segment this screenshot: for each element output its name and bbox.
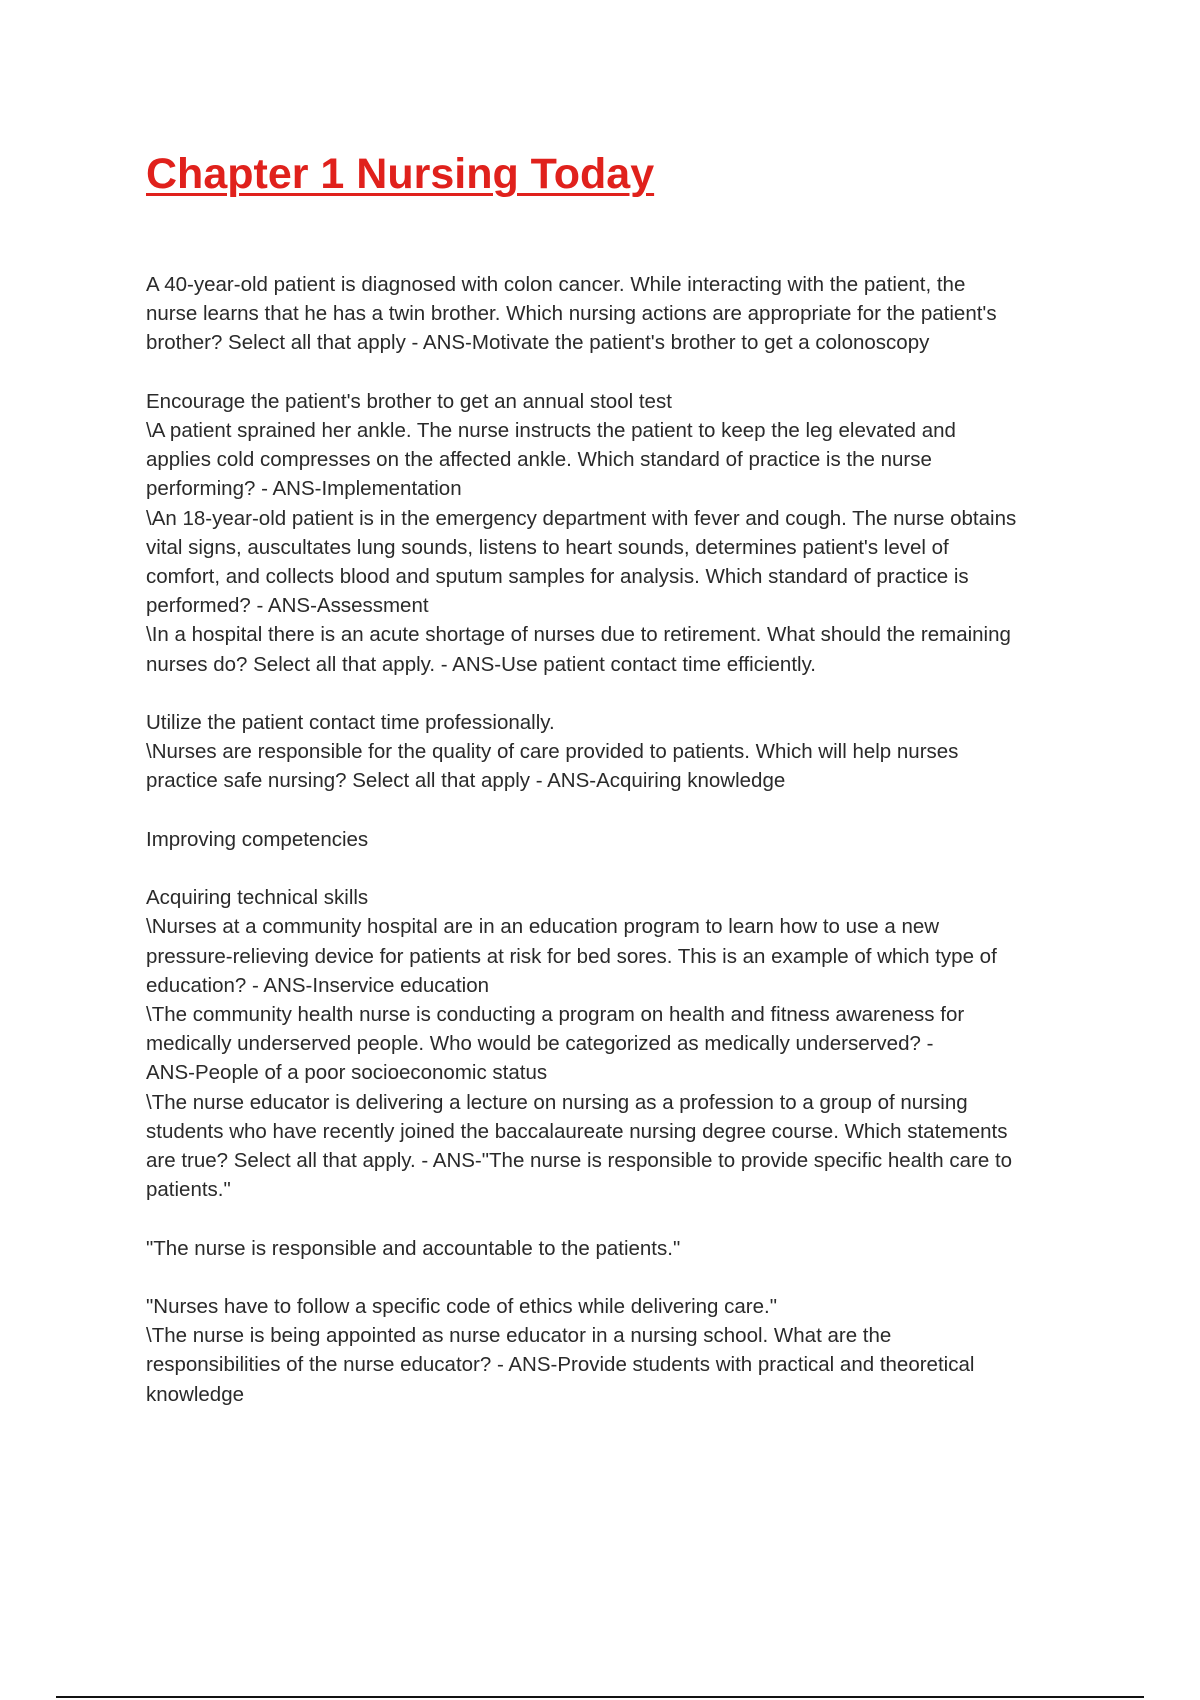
blank-line xyxy=(146,1263,1096,1292)
text-line: \The nurse educator is delivering a lecture on nursing as a profession to a group of nursing xyxy=(146,1090,968,1114)
text-line: education? - ANS-Inservice education xyxy=(146,973,490,997)
footer-divider xyxy=(56,1696,1144,1698)
blank-line xyxy=(146,358,1096,387)
text-line: \A patient sprained her ankle. The nurse instructs the patient to keep the leg elevated and xyxy=(146,419,956,442)
text-line: brother? Select all that apply - ANS-Motivate the patient's brother to get a colonoscopy xyxy=(146,331,930,355)
text-line: "The nurse is responsible and accountable to the patients." xyxy=(146,1236,681,1260)
text-line: \Nurses at a community hospital are in an education program to learn how to use a new xyxy=(146,915,940,939)
text-line: \An 18-year-old patient is in the emergency department with fever and cough. The nurse obtains xyxy=(146,506,1017,530)
text-line: \The nurse is being appointed as nurse educator in a nursing school. What are the xyxy=(146,1324,892,1348)
text-line: responsibilities of the nurse educator? - ANS-Provide students with practical and theoretical xyxy=(146,1353,975,1377)
text-line: knowledge xyxy=(146,1382,245,1406)
text-line: patients." xyxy=(146,1178,231,1202)
document-body xyxy=(146,270,1096,1409)
text-line: performing? - ANS-Implementation xyxy=(146,477,462,501)
text-line: \The community health nurse is conducting a program on health and fitness awareness for xyxy=(146,1003,965,1027)
text-line: medically underserved people. Who would be categorized as medically underserved? - xyxy=(146,1032,934,1056)
text-line: pressure-relieving device for patients at risk for bed sores. This is an example of which type of xyxy=(146,944,997,968)
text-line: Encourage the patient's brother to get an annual stool test xyxy=(146,389,672,413)
text-line: ANS-People of a poor socioeconomic status xyxy=(146,1061,548,1085)
text-line: \Nurses are responsible for the quality of care provided to patients. Which will help nurses xyxy=(146,740,959,764)
text-line: Improving competencies xyxy=(146,827,369,851)
text-line: performed? - ANS-Assessment xyxy=(146,594,429,618)
text-line: "Nurses have to follow a specific code of ethics while delivering care." xyxy=(146,1295,777,1319)
text-line: students who have recently joined the baccalaureate nursing degree course. Which statements xyxy=(146,1119,1008,1143)
text-line: vital signs, auscultates lung sounds, listens to heart sounds, determines patient's level of xyxy=(146,535,949,559)
text-line: comfort, and collects blood and sputum samples for analysis. Which standard of practice is xyxy=(146,565,969,589)
page-title: Chapter 1 Nursing Today xyxy=(146,150,655,198)
text-line: nurse learns that he has a twin brother. Which nursing actions are appropriate for the patient's xyxy=(146,302,997,326)
text-line: \In a hospital there is an acute shortage of nurses due to retirement. What should the remaining xyxy=(146,623,1011,647)
text-line: Acquiring technical skills xyxy=(146,886,369,910)
blank-line xyxy=(146,796,1096,825)
text-line: are true? Select all that apply. - ANS-"The nurse is responsible to provide specific health care to xyxy=(146,1149,1013,1173)
blank-line xyxy=(146,679,1096,708)
text-line: applies cold compresses on the affected ankle. Which standard of practice is the nurse xyxy=(146,448,932,472)
text-line: Utilize the patient contact time professionally. xyxy=(146,711,555,735)
text-line: nurses do? Select all that apply. - ANS-Use patient contact time efficiently. xyxy=(146,652,817,676)
text-line: A 40-year-old patient is diagnosed with colon cancer. While interacting with the patient, the xyxy=(146,273,966,296)
text-line: practice safe nursing? Select all that apply - ANS-Acquiring knowledge xyxy=(146,769,786,793)
blank-line xyxy=(146,854,1096,883)
blank-line xyxy=(146,1204,1096,1233)
